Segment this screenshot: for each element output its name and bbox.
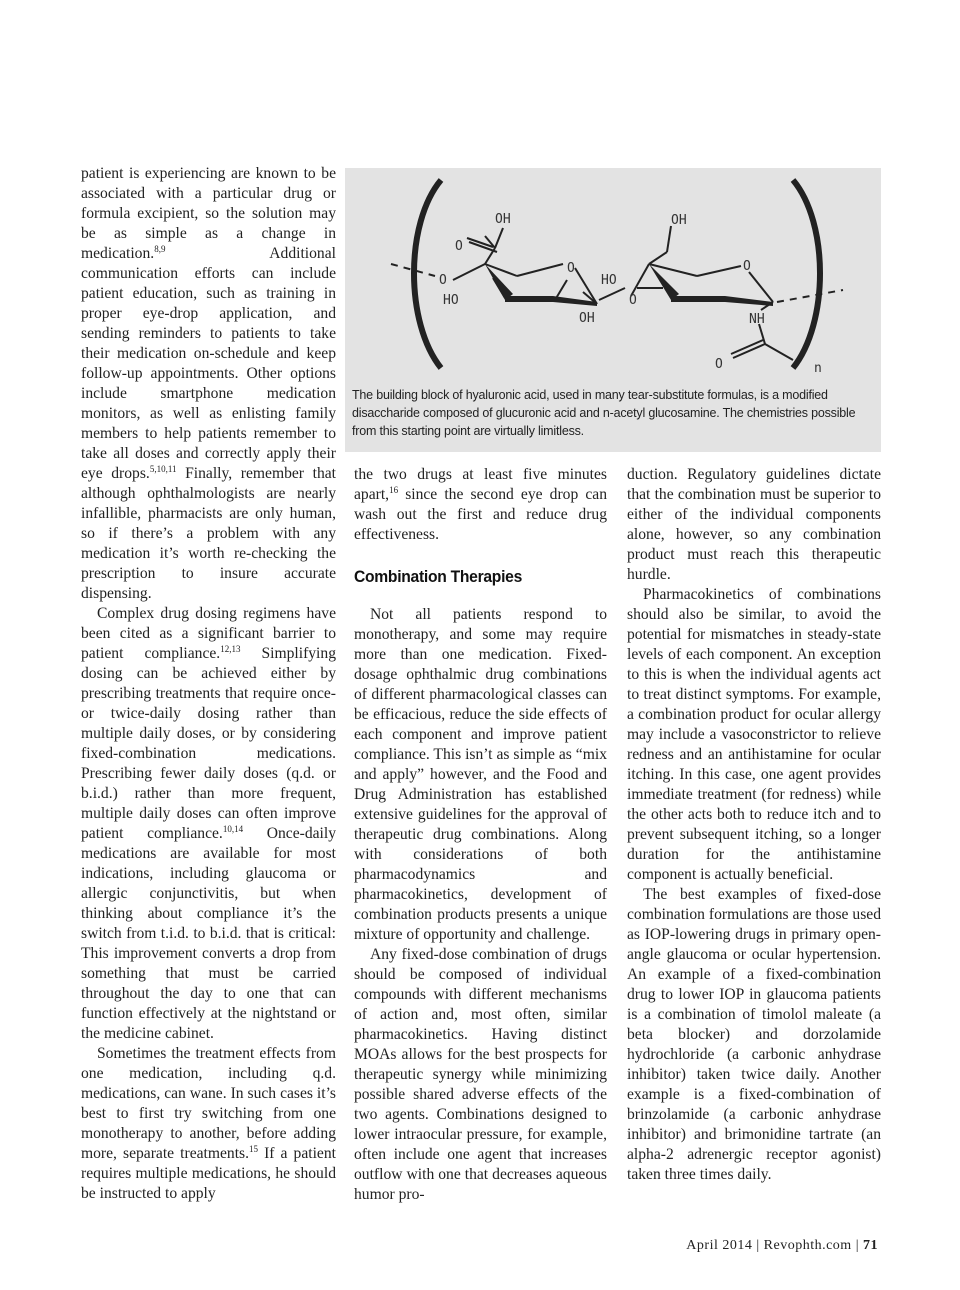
hyaluronic-acid-figure (345, 168, 881, 452)
label-o: O (439, 273, 447, 288)
citation: 5,10,11 (149, 463, 177, 474)
body-paragraph: Sometimes the treatment effects from one medication, including q.d. medications, can wane. In such cases it’s best to first try switching from one monotherapy to another, before adding more, separate treatments.$^{15}$ If a patient requires multiple medications, he should be instructed to apply (81, 1045, 336, 1202)
citation: 12,13 (220, 643, 241, 654)
label-o: O (629, 293, 637, 308)
body-paragraph: duction. Regulatory guidelines dictate that the combination must be superior to either of the individual components alone, however, so any combination product must reach this therapeutic hurdle. (627, 466, 881, 583)
right-column (627, 465, 881, 1185)
middle-column (354, 465, 607, 1205)
label-oh: OH (495, 212, 511, 227)
label-oh: OH (579, 311, 595, 326)
body-paragraph: patient is experiencing are known to be associated with a particular drug or formula excipient, so the solution may be as simple as a change in medication.$^{8,9}$ Additional communication efforts can include patient education, such as training in proper eye-drop application, and sending reminders to patients to take their medication on-schedule and keep follow-up appointments. Other options include smartphone medication monitors, as well as enlisting family members to help patients remember to take all doses and correctly apply their eye drops.$^{5,10,11}$ Finally, remember that although ophthalmologists are nearly infallible, pharmacists are only human, so if there’s a problem with any medication it’s worth re-checking the prescription to insure accurate dispensing. (81, 165, 336, 602)
label-nh: NH (749, 312, 765, 327)
section-heading: Combination Therapies (354, 567, 523, 586)
citation: 16 (389, 484, 399, 495)
label-ho: HO (601, 273, 617, 288)
ring-glucuronic (453, 228, 597, 304)
citation: 8,9 (154, 243, 166, 254)
left-column (81, 164, 336, 1204)
body-paragraph: The best examples of fixed-dose combination formulations are those used as IOP-lowering drugs in primary open-angle glaucoma or ocular hypertension. An example of a fixed-combination drug to lower IOP in glaucoma patients is a combination of timolol maleate (a beta blocker) and dorzolamide hydrochloride (a carbonic anhydrase inhibitor) taken twice daily. Another example is a fixed-combination of brinzolamide (a carbonic anhydrase inhibitor) and brimonidine tartrate (an alpha-2 adrenergic receptor agonist) taken three times daily. (627, 886, 881, 1183)
body-paragraph: Pharmacokinetics of combinations should also be similar, to avoid the potential for mismatches in steady-state levels of each component. An exception to this is when the individual agents act to treat distinct symptoms. For example, a combination product for ocular allergy may include a vasoconstrictor to relieve redness and an antihistamine for ocular itching. In this case, one agent provides immediate treatment (for redness) while the other acts both to reduce itch and to prevent subsequent itching, so a longer duration for the antihistamine component is actually beneficial. (627, 586, 881, 883)
label-ho: HO (443, 293, 459, 308)
body-paragraph: Not all patients respond to monotherapy, and some may require more than one medication. Fixed-dosage ophthalmic drug combinations of different pharmacological classes can be efficacious, reduce the side effects of each component and improve patient compliance. This isn’t as simple as “mix and apply” however, and the Food and Drug Administration has established extensive guidelines for the approval of therapeutic drug combinations. Along with considerations of both pharmacodynamics and pharmacokinetics, development of combination products presents a unique mixture of opportunity and challenge. (354, 606, 607, 943)
citation: 15 (249, 1143, 259, 1154)
label-o: O (455, 239, 463, 254)
hyaluronic-acid-structure (345, 168, 881, 383)
footer-issue: April 2014 | Revophth.com | (686, 1238, 863, 1253)
page-footer (686, 1238, 878, 1254)
body-paragraph: the two drugs at least five minutes apart,$^{16}$ since the second eye drop can wash out the first and reduce drug effectiveness. (354, 466, 607, 543)
body-paragraph: Any fixed-dose combination of drugs should be composed of individual compounds with different mechanisms of action and, most often, similar pharmacokinetics. Having distinct MOAs allows for the best prospects for therapeutic synergy while minimizing possible shared adverse effects of the two agents. Combinations designed to lower intraocular pressure, for example, often include one agent that increases outflow with one that decreases aqueous humor pro- (354, 946, 607, 1203)
label-o: O (567, 261, 575, 276)
page-number: 71 (863, 1238, 878, 1253)
right-bracket (793, 180, 820, 368)
label-o: O (743, 259, 751, 274)
figure-caption: The building block of hyaluronic acid, used in many tear-substitute formulas, is a modified disaccharide composed of glucuronic acid and n-acetyl glucosamine. The chemistries possible from this starting point are virtually limitless. (352, 388, 856, 438)
label-o: O (715, 357, 723, 372)
body-paragraph: Complex drug dosing regimens have been cited as a significant barrier to patient compliance.$^{12,13}$ Simplifying dosing can be achieved either by prescribing treatments that require once- or twice-daily dosing rather than multiple daily doses, or by considering fixed-combination medications. Prescribing fewer daily doses (q.d. or b.i.d.) rather than more frequent, multiple daily doses can often improve patient compliance.$^{10,14}$ Once-daily medications are available for most indications, including glaucoma or allergic conjunctivitis, but when thinking about compliance it’s the switch from t.i.d. to b.i.d. that is critical: This improvement converts a drop from something that must be carried throughout the day to one that can function effectively at the nightstand or the medicine cabinet. (81, 605, 336, 1042)
label-oh: OH (671, 213, 687, 228)
citation: 10,14 (222, 823, 244, 834)
left-bracket (414, 180, 441, 368)
label-n-subscript: n (814, 361, 822, 376)
polymer-link-right (777, 290, 843, 302)
